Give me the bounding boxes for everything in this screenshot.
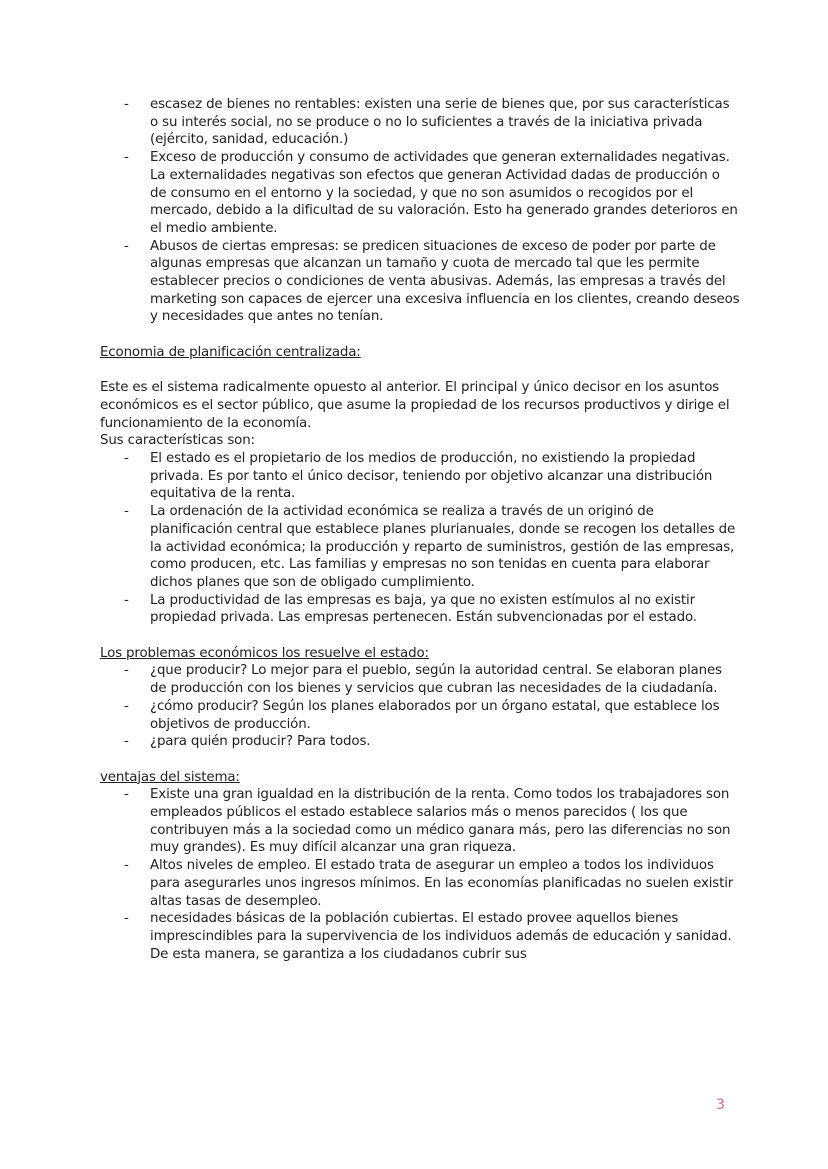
list-item-text: La productividad de las empresas es baja, ya que no existen estímulos al no existir propiedad privada. Las empresas pertenecen. Están subvencionadas por el estado. xyxy=(150,592,697,626)
list-item-text: Exceso de producción y consumo de actividades que generan externalidades negativas. La externalidades negativas son efectos que generan Actividad dadas de producción o de consumo en el entorno y la sociedad, y que no son asumidos o recogidos por el mercado, debido a la dificultad de su valoración. Esto ha generado grandes deterioros en el medio ambiente. xyxy=(150,150,738,236)
characteristics-list xyxy=(100,450,740,627)
list-item-text: ¿cómo producir? Según los planes elaborados por un órgano estatal, que establece los objetivos de producción. xyxy=(150,698,720,732)
intro-list xyxy=(100,96,740,326)
section-heading-ventajas: ventajas del sistema: xyxy=(100,769,240,785)
list-item xyxy=(124,786,740,857)
dash-bullet: - xyxy=(124,238,129,254)
list-item-text: necesidades básicas de la población cubiertas. El estado provee aquellos bienes imprescindibles para la supervivencia de los individuos además de educación y sanidad. De esta manera, se garantiza a los ciudadanos cubrir sus xyxy=(150,911,732,962)
list-item-text: Existe una gran igualdad en la distribución de la renta. Como todos los trabajadores son empleados públicos el estado establece salarios más o menos parecidos ( los que contribuyen más a la sociedad como un médico ganara más, pero las diferencias no son muy grandes). Es muy difícil alcanzar una gran riqueza. xyxy=(150,787,731,856)
section-heading-planificacion: Economia de planificación centralizada: xyxy=(100,344,361,360)
list-item-text: ¿que producir? Lo mejor para el pueblo, según la autoridad central. Se elaboran planes de producción con los bienes y servicios que cubran las necesidades de la ciudadanía. xyxy=(150,663,722,697)
problems-list xyxy=(100,662,740,751)
list-item xyxy=(124,662,740,697)
dash-bullet: - xyxy=(124,150,129,166)
list-item-text: Altos niveles de empleo. El estado trata de asegurar un empleo a todos los individuos para asegurarles unos ingresos mínimos. En las economías planificadas no suelen existir altas tasas de desempleo. xyxy=(150,858,734,909)
list-item xyxy=(124,503,740,592)
spacer xyxy=(100,326,740,344)
spacer xyxy=(100,627,740,645)
characteristics-lead: Sus características son: xyxy=(100,433,255,449)
list-item-text: Abusos de ciertas empresas: se predicen situaciones de exceso de poder por parte de algunas empresas que alcanzan un tamaño y cuota de mercado tal que les permite establecer precios o condiciones de venta abusivas. Además, las empresas a través del marketing son capaces de ejercer una excesiva influencia en los clientes, creando deseos y necesidades que antes no tenían. xyxy=(150,238,740,325)
list-item-text: La ordenación de la actividad económica se realiza a través de un originó de planificación central que establece planes plurianuales, donde se recogen los detalles de la actividad económica; la producción y reparto de suministros, gestión de las empresas, como producen, etc. Las familias y empresas no son tenidas en cuenta para elaborar dichos planes que son de obligado cumplimiento. xyxy=(150,504,736,590)
list-item-text: El estado es el propietario de los medios de producción, no existiendo la propiedad privada. Es por tanto el único decisor, teniendo por objetivo alcanzar una distribución equitativa de la renta. xyxy=(150,451,713,502)
list-item xyxy=(124,96,740,149)
list-item xyxy=(124,592,740,627)
page-number: 3 xyxy=(716,1097,725,1113)
dash-bullet: - xyxy=(124,787,129,803)
list-item xyxy=(124,857,740,910)
dash-bullet: - xyxy=(124,451,129,467)
section-heading-problemas: Los problemas económicos los resuelve el estado: xyxy=(100,645,429,661)
list-item-text: escasez de bienes no rentables: existen una serie de bienes que, por sus características o su interés social, no se produce o no lo suficientes a través de la iniciativa privada (ejército, sanidad, educación.) xyxy=(150,97,730,148)
dash-bullet: - xyxy=(124,698,129,714)
advantages-list xyxy=(100,786,740,963)
list-item xyxy=(124,450,740,503)
list-item xyxy=(124,149,740,238)
dash-bullet: - xyxy=(124,97,129,112)
spacer xyxy=(100,362,740,380)
dash-bullet: - xyxy=(124,663,129,679)
dash-bullet: - xyxy=(124,911,129,927)
dash-bullet: - xyxy=(124,858,129,874)
dash-bullet: - xyxy=(124,592,129,608)
dash-bullet: - xyxy=(124,504,129,520)
list-item-text: ¿para quién producir? Para todos. xyxy=(150,734,371,750)
list-item xyxy=(124,910,740,963)
dash-bullet: - xyxy=(124,734,129,750)
list-item xyxy=(124,698,740,733)
section-paragraph: Este es el sistema radicalmente opuesto al anterior. El principal y único decisor en los asuntos económicos es el sector público, que asume la propiedad de los recursos productivos y dirige el funcionamiento de la economía. xyxy=(100,380,730,431)
list-item xyxy=(124,238,740,327)
page-content xyxy=(100,96,740,963)
spacer xyxy=(100,751,740,769)
list-item xyxy=(124,733,740,751)
